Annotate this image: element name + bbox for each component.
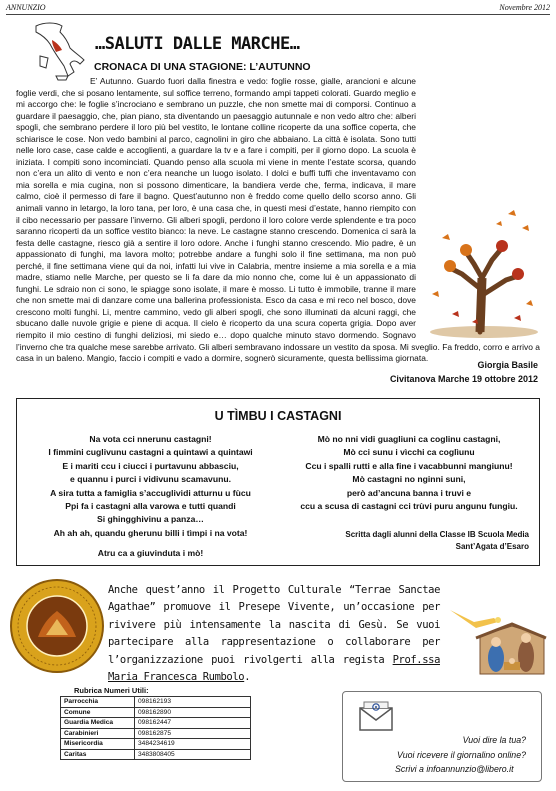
poem-line: Ah ah ah, quandu gherunu billi i tìmpi i na vota! — [53, 527, 248, 538]
header-right: Novembre 2012 — [499, 3, 550, 12]
article-author: Giorgia Basile — [477, 360, 538, 370]
phone-label: Comune — [61, 707, 135, 718]
promo-text-main: Anche quest’anno il Progetto Culturale “Terrae Sanctae Agathae” promuove il Presepe Vivente, un’occasione per rivivere più intensamente la nascita di Gesù. Se vuoi partecipare alla rappresentazione o collaborare per l’organizzazione puoi rivolgerti alla regista — [108, 584, 440, 666]
poem-line: Mò cci sunu i vìcchi ca coglìunu — [343, 447, 475, 458]
phone-label: Misericordia — [61, 739, 135, 750]
promo-text-end: . — [244, 671, 251, 684]
contact-lines — [397, 733, 526, 777]
phone-label: Guardia Medica — [61, 718, 135, 729]
mail-icon — [356, 700, 396, 734]
article-body — [16, 76, 540, 365]
nativity-icon — [440, 600, 548, 678]
article-place-date: Civitanova Marche 19 ottobre 2012 — [389, 374, 538, 384]
poem-line: ccu a scusa di castagni cci trùvi puru angunu fungiu. — [300, 501, 518, 512]
director-name: Prof.ssa Maria Francesca Rumbolo — [108, 653, 440, 684]
contact-email[interactable]: Scrivi a infoannunzio@libero.it — [395, 764, 514, 774]
phone-label: Parrocchia — [61, 697, 135, 708]
table-row — [61, 718, 251, 729]
phone-number: 3483808405 — [135, 749, 251, 760]
phone-label: Caritas — [61, 749, 135, 760]
page-header — [6, 3, 550, 15]
table-row — [61, 707, 251, 718]
article-text: E’ Autunno. Guardo fuori dalla finestra e vedo: foglie rosse, gialle, arancioni e alcune foglie verdi, che si posano lentamente, sul soffice terreno, formando ampi tappeti colorati. Guardo meglio e mi accorgo che: le foglie s’incrociano e sembrano un puzzle, che non smette mai di comporsi. Continuo a guardare il paesaggio, che, pian piano, sta diventando un paesaggio autunnale e non vedo altro che: alberi spogli, che sembrano perdere il loro più bel vestito, le lontane colline ricoperte da una soffice coperta, che schiarisce le cose. Non vedo bambini al parco, cagnolini in giro che abbaiano. La città è isolata. Sono tutti nelle loro case, case calde e accoglienti, a guardare la tv e a fare i compiti, per il giorno dopo. La scuola è iniziata. I compiti sono incominciati. Quando penso alla scuola mi viene in mente l’estate scorsa, quando non c’era un alito di vento e non c’era neanche un luogo isolato. I dolci e buffi tuffi che inventavamo con mia sorella e mia cugina, non si possono dimenticare, la bandiera verde che, ferma, indicava, il mare calmo, cioè il permesso di fare il bagno. Quest’autunno non è freddo come quello dello scorso anno. Gli animali vanno in letargo, la loro tana, per loro, è una casa che, in questi mesi d’estate, hanno riempito con il cibo necessario per passare l’inverno. Gli alberi spogli, perdono il loro colore verde splendente e tra poco saranno ricoperti da un soffice vestito bianco: la neve. Le castagne stanno crescendo. Domenica ci sarà la festa delle castagne, riesco già a sentire il loro odore. Anche i funghi stanno crescendo. Mio padre, è un appassionato di funghi, ma lavora molto; potrebbe andare a funghi solo il fine settimana, ma non può perché, il fine settimana viene qui da noi, infatti lui vive in Calabria, mentre insieme a mia sorella e a mia madre, stiamo nelle Marche, per questo se li fa dare da mio nonno che, come lui è un appassionato di funghi. Le sdraio non ci sono, le spiagge sono isolate, il mare è mosso. Li tutto è immobile, tranne il mare che non smette mai di danzare come una ballerina professionista. Esco da casa e mi reco nel bosco, dove crescono molti funghi. Li, mentre cammino, vedo gli alberi spogli, che sono illuminati da alcuni raggi, che sbucano dalle nuvole grigie e piene di acqua. Il cielo è ricoperto da una scura coperta grigia. Dopo aver riempito il mio cestino di funghi deliziosi, mi siedo e… dopo qualche minuto stavo dormendo. Sognavo l’inverno che tra qualche mese sarebbe arrivato. Gli alberi sembravano indossare un vestito da sposa. Mi sveglio. Fa freddo, corro e arrivo a casa in un baleno. Mangio, faccio i compiti e vado a dormire, sognerò sicuramente, questa bellissima giornata. — [16, 76, 540, 364]
phone-number: 3484234619 — [135, 739, 251, 750]
table-row — [61, 739, 251, 750]
table-row — [61, 749, 251, 760]
phone-label: Carabinieri — [61, 728, 135, 739]
poem-line: però ad’ancuna banna i truvi e — [346, 487, 472, 498]
poem-box — [16, 398, 540, 566]
poem-line: A sira tutta a famiglia s’accuglividi atturnu u fùcu — [50, 487, 251, 498]
phone-number: 098162875 — [135, 728, 251, 739]
poem-line: Si ghingghivinu a panza… — [97, 514, 204, 525]
poem-left-column — [23, 433, 278, 561]
contact-line: Vuoi dire la tua? — [462, 735, 526, 745]
poem-line: e quannu i purci i vidivunu scamavunu. — [70, 474, 231, 485]
poem-credit-line: Scritta dagli alunni della Classe IB Scuola Media — [345, 530, 529, 539]
phone-number: 098162447 — [135, 718, 251, 729]
poem-line: I fimmini cuglivunu castagni a quintawi a quintawi — [48, 447, 253, 458]
poem-line: Ppi fa i castagni alla varowa e tutti quandi — [65, 501, 236, 512]
phone-book-title: Rubrica Numeri Utili: — [74, 686, 149, 695]
phone-number: 098162193 — [135, 697, 251, 708]
promo-text — [108, 582, 440, 686]
phone-number: 098162890 — [135, 707, 251, 718]
italy-map-icon — [30, 20, 86, 82]
autumn-tree-icon — [422, 194, 540, 340]
poem-line: Ccu i spalli rutti e alla fine i vacabbunni mangiunu! — [305, 460, 513, 471]
poem-line: Mò no nni vidi guagliuni ca coglinu castagni, — [317, 434, 501, 444]
phone-book-table — [60, 696, 251, 760]
poem-line: Mò castagni no nginni suni, — [352, 474, 466, 485]
poem-title: U TÌMBU I CASTAGNI — [214, 409, 342, 423]
project-seal-icon — [8, 577, 106, 675]
table-row — [61, 728, 251, 739]
contact-line: Vuoi ricevere il giornalino online? — [397, 749, 526, 760]
table-row — [61, 697, 251, 708]
poem-closing-line: Atru ca a giuvinduta i mò! — [97, 548, 204, 559]
poem-right-column — [285, 433, 533, 513]
poem-credit-line: Sant’Agata d’Esaro — [455, 541, 529, 551]
poem-credit — [345, 529, 529, 552]
poem-line: Na vota cci nnerunu castagni! — [89, 434, 212, 444]
poem-line: E i mariti ccu i ciucci i purtavunu abbasciu, — [62, 460, 239, 471]
page-title: …SALUTI DALLE MARCHE… — [95, 34, 300, 54]
header-left: ANNUNZIO — [6, 3, 46, 12]
article-subtitle: CRONACA DI UNA STAGIONE: L’AUTUNNO — [94, 61, 311, 73]
